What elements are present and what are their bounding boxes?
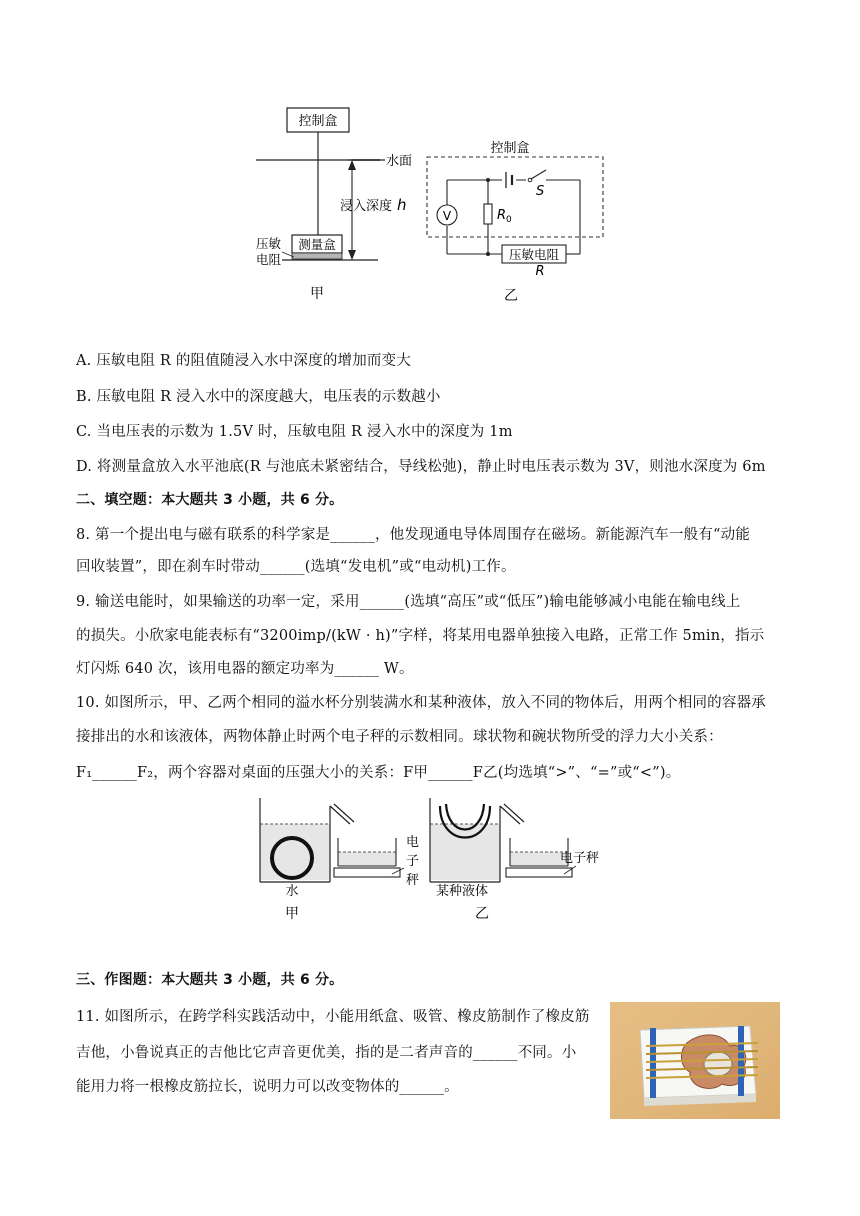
q9-line-3: 灯闪烁 640 次，该用电器的额定功率为______ W。 [76,661,414,677]
q11-line-2: 吉他，小鲁说真正的吉他比它声音更优美，指的是二者声音的______不同。小 [76,1045,577,1061]
switch-label: S [536,184,545,199]
q11-line-3: 能用力将一根橡皮筋拉长，说明力可以改变物体的______。 [76,1079,459,1095]
option-a: A. 压敏电阻 R 的阻值随浸入水中深度的增加而变大 [76,353,412,369]
yi-sensor-var: R [535,264,545,279]
caption-jia: 甲 [310,286,324,302]
option-d: D. 将测量盒放入水平池底(R 与池底未紧密结合，导线松弛)，静止时电压表示数为 3V，则池水深度为 6m [76,459,766,475]
measure-box-label: 测量盒 [298,237,336,252]
yi-control-box-label: 控制盒 [490,141,530,156]
option-c: C. 当电压表的示数为 1.5V 时，压敏电阻 R 浸入水中的深度为 1m [76,424,513,440]
q9-line-2: 的损失。小欣家电能表标有“3200imp/(kW · h)”字样，将某用电器单独接入电路，正常工作 5min，指示 [76,628,765,644]
depth-label: 浸入深度 [340,199,393,214]
section-3-heading: 三、作图题：本大题共 3 小题，共 6 分。 [76,972,344,988]
q9-line-1: 9. 输送电能时，如果输送的功率一定，采用______(选填“高压”或“低压”)输电能够减小电能在输电线上 [76,594,741,610]
water-surface-label: 水面 [386,154,413,169]
resistor-r0-label: $R_0$ [497,208,512,225]
q10-line-3: F₁______F₂，两个容器对桌面的压强大小的关系：F甲______F乙(均选填“>”、“=”或“<”)。 [76,765,681,781]
q10-line-2: 接排出的水和该液体，两物体静止时两个电子秤的示数相同。球状物和碗状物所受的浮力大小关系： [76,729,723,745]
scale-label-3: 秤 [406,873,420,888]
scale-label-1: 电 [406,835,420,850]
label-liquid: 某种液体 [435,884,489,899]
q10-line-1: 10. 如图所示，甲、乙两个相同的溢水杯分别装满水和某种液体，放入不同的物体后，用两个相同的容器承 [76,695,766,711]
rubber-band-guitar-photo [610,1002,780,1119]
label-water: 水 [285,884,299,899]
resistor-r0 [484,204,492,224]
q8-line-2: 回收装置”，即在刹车时带动______(选填“发电机”或“电动机)工作。 [76,559,516,575]
scale-jia [334,868,400,877]
sensor-label-1: 压敏 [256,236,282,251]
yi-control-box-dashed [427,157,603,237]
q8-line-1: 8. 第一个提出电与磁有联系的科学家是______，他发现通电导体周围存在磁场。新能源汽车一般有“动能 [76,527,751,543]
depth-variable: h [397,196,407,214]
scale-yi [506,868,572,877]
caption-jia-2: 甲 [285,906,299,922]
yi-pressure-sensor-label: 压敏电阻 [508,247,560,262]
section-2-heading: 二、填空题：本大题共 3 小题，共 6 分。 [76,492,344,508]
caption-yi-2: 乙 [475,906,489,922]
option-b: B. 压敏电阻 R 浸入水中的深度越大，电压表的示数越小 [76,389,441,405]
caption-yi: 乙 [504,288,518,304]
figure-pressure-sensor-circuit [240,100,620,310]
scale-label-right: 电子秤 [560,851,600,866]
voltmeter-label: V [442,209,452,223]
pressure-sensor-strip [292,253,342,259]
figure-overflow-cups [254,794,614,928]
jia-control-box-label: 控制盒 [298,114,338,129]
q11-line-1: 11. 如图所示，在跨学科实践活动中，小能用纸盒、吸管、橡皮筋制作了橡皮筋 [76,1009,590,1025]
scale-label-2: 子 [406,854,420,869]
sensor-label-2: 电阻 [256,252,282,267]
